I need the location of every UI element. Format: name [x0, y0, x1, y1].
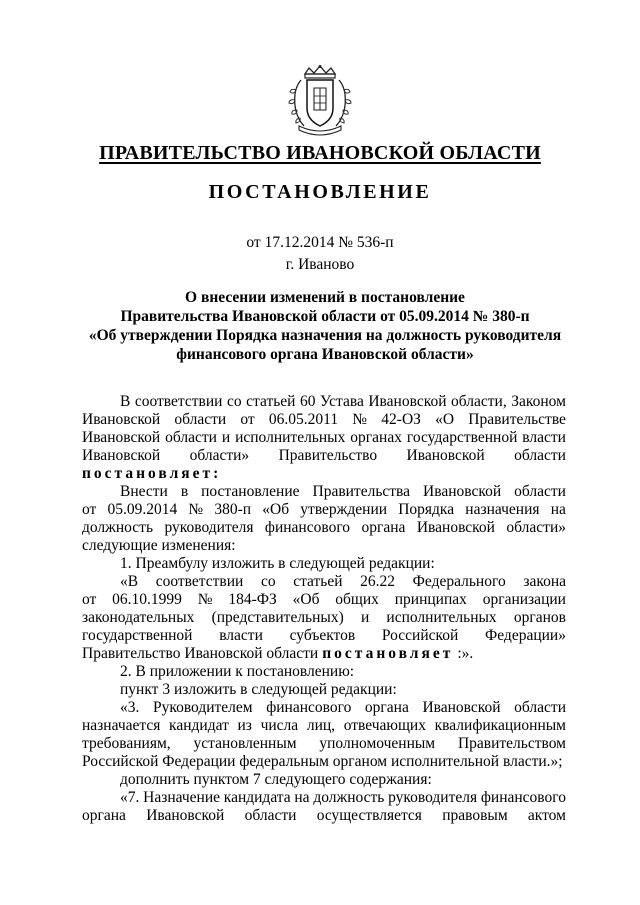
- body-word: закона: [523, 573, 566, 590]
- body-word: «Об: [262, 501, 290, 518]
- body-word: Ивановской: [406, 447, 485, 464]
- body-segment: Российской Федерации федеральным органом исполнительной власти.»;: [82, 753, 563, 770]
- body-word: «7.: [120, 789, 140, 806]
- body-line: [82, 645, 566, 663]
- body-word: 06.05.2011: [268, 411, 339, 428]
- body-word: принципах: [394, 591, 467, 608]
- body-word: 380-п: [214, 501, 252, 518]
- subject-line: О внесении изменений в постановление: [185, 289, 465, 306]
- body-line: [82, 393, 566, 411]
- body-word: Правительстве: [468, 411, 566, 428]
- body-word: финансового: [264, 519, 351, 536]
- body-word: Правительством: [457, 735, 566, 752]
- body-word: организации: [482, 591, 566, 608]
- body-word: назначается: [82, 717, 161, 734]
- body-word: 184-ФЗ: [228, 591, 277, 608]
- body-line: [82, 735, 566, 753]
- body-word: власти: [219, 627, 263, 644]
- body-word: соответствии: [155, 573, 244, 590]
- body-line: [82, 465, 566, 483]
- body-word: законодательных: [82, 609, 195, 626]
- body-word: Порядка: [398, 501, 455, 518]
- body-line: [82, 483, 566, 501]
- body-word: установленным: [193, 735, 297, 752]
- body-word: 05.09.2014: [107, 501, 178, 518]
- body-word: должность: [82, 519, 154, 536]
- resolves-keyword: постановляет:: [82, 465, 222, 482]
- body-line: [82, 573, 566, 591]
- body-word: исполнительных: [235, 429, 346, 446]
- body-word: из: [237, 717, 252, 734]
- body-word: 60: [299, 393, 316, 410]
- body-line: [82, 411, 566, 429]
- body-line: [82, 699, 566, 717]
- body-word: Ивановской: [82, 429, 161, 446]
- body-word: от: [82, 591, 97, 608]
- body-line: [82, 447, 566, 465]
- body-line: [82, 609, 566, 627]
- body-word: власти: [522, 429, 566, 446]
- body-word: уполномоченным: [319, 735, 436, 752]
- body-word: Федерального: [412, 573, 506, 590]
- body-word: Ивановской: [416, 519, 495, 536]
- body-word: Ивановской: [82, 411, 161, 428]
- decree-city: г. Иваново: [285, 256, 355, 273]
- body-word: №: [188, 501, 204, 518]
- body-word: «3.: [120, 699, 140, 716]
- body-line: [82, 663, 566, 681]
- subject-line: финансового органа Ивановской области»: [176, 346, 474, 363]
- body-word: статьей: [293, 573, 343, 590]
- subject-line: Правительства Ивановской области от 05.09.2014 № 380-п: [120, 308, 530, 325]
- body-word: общих: [335, 591, 379, 608]
- body-line: [82, 771, 566, 789]
- body-word: руководителя: [164, 519, 254, 536]
- body-word: руководителя: [388, 789, 478, 806]
- body-word: статьей: [246, 393, 296, 410]
- body-word: 06.10.1999: [112, 591, 182, 608]
- body-word: Внести: [120, 483, 168, 500]
- government-title: ПРАВИТЕЛЬСТВО ИВАНОВСКОЙ ОБЛАСТИ: [99, 142, 541, 164]
- body-word: «В: [120, 573, 139, 590]
- body-word: соответствии: [134, 393, 223, 410]
- decree-date-number: от 17.12.2014 № 536-п: [246, 234, 394, 251]
- body-word: Ивановской: [146, 807, 225, 824]
- body-word: Ивановской: [368, 393, 447, 410]
- body-word: Российской: [381, 627, 459, 644]
- body-line: [82, 555, 566, 573]
- body-segment: 2. В приложении к постановлению:: [120, 663, 355, 680]
- body-word: Устава: [320, 393, 364, 410]
- body-word: области»: [506, 519, 566, 536]
- document-type: ПОСТАНОВЛЕНИЕ: [208, 181, 432, 203]
- body-word: органа: [82, 807, 126, 824]
- body-segment: следующие изменения:: [82, 537, 236, 554]
- body-word: от: [82, 501, 97, 518]
- body-word: области»: [189, 447, 250, 464]
- body-word: Ивановской: [82, 447, 161, 464]
- decree-body: [82, 393, 566, 825]
- body-line: [82, 789, 566, 807]
- body-word: №: [352, 411, 368, 428]
- body-line: [82, 429, 566, 447]
- body-word: со: [226, 393, 242, 410]
- body-word: Руководителем: [152, 699, 253, 716]
- body-word: органах: [350, 429, 402, 446]
- body-word: правовым: [442, 807, 508, 824]
- body-word: органов: [513, 609, 566, 626]
- body-line: [82, 627, 566, 645]
- body-word: Правительства: [312, 483, 411, 500]
- body-segment: Правительство Ивановской области: [82, 645, 319, 662]
- body-word: и: [360, 609, 370, 626]
- body-line: [82, 681, 566, 699]
- body-word: «Об: [292, 591, 320, 608]
- body-word: области,: [451, 393, 507, 410]
- body-word: Законом: [511, 393, 566, 410]
- body-line: [82, 591, 566, 609]
- body-word: области: [514, 447, 566, 464]
- body-segment: :».: [457, 645, 474, 662]
- body-word: назначения: [465, 501, 540, 518]
- body-segment: дополнить пунктом 7 следующего содержания:: [120, 771, 432, 788]
- body-word: утверждении: [300, 501, 388, 518]
- body-line: [82, 717, 566, 735]
- body-word: и: [221, 429, 231, 446]
- body-word: органа: [361, 519, 406, 536]
- body-line: [82, 537, 566, 555]
- body-word: осуществляется: [316, 807, 422, 824]
- body-word: кандидата: [223, 789, 291, 806]
- body-segment: 1. Преамбулу изложить в следующей редакции:: [120, 555, 435, 572]
- body-word: Федерации»: [485, 627, 566, 644]
- body-word: на: [550, 501, 566, 518]
- body-word: квалификационным: [434, 717, 566, 734]
- coat-of-arms-emblem: [287, 64, 353, 136]
- body-word: области: [165, 429, 217, 446]
- body-word: со: [260, 573, 276, 590]
- body-word: от: [240, 411, 255, 428]
- body-segment: пункт 3 изложить в следующей редакции:: [120, 681, 397, 698]
- body-word: области: [174, 411, 227, 428]
- body-word: на: [294, 789, 310, 806]
- body-word: требованиям,: [82, 735, 171, 752]
- body-word: государственной: [406, 429, 518, 446]
- body-word: области: [514, 699, 566, 716]
- body-word: актом: [527, 807, 566, 824]
- body-word: области: [244, 807, 297, 824]
- body-word: 42-ОЗ: [381, 411, 421, 428]
- body-word: Ивановской: [422, 699, 501, 716]
- body-word: Правительство: [278, 447, 378, 464]
- body-word: В: [120, 393, 131, 410]
- body-word: «О: [435, 411, 455, 428]
- body-word: постановление: [201, 483, 300, 500]
- body-word: органа: [364, 699, 409, 716]
- body-word: области: [514, 483, 566, 500]
- body-word: Назначение: [143, 789, 221, 806]
- body-word: №: [197, 591, 213, 608]
- body-word: государственной: [82, 627, 193, 644]
- body-word: 26.22: [360, 573, 396, 590]
- body-word: кандидат: [169, 717, 229, 734]
- body-word: субъектов: [289, 627, 356, 644]
- body-word: в: [180, 483, 189, 500]
- body-line: [82, 501, 566, 519]
- body-word: отвечающих: [343, 717, 426, 734]
- subject-line: «Об утверждении Порядка назначения на должность руководителя: [88, 327, 562, 344]
- body-word: должность: [313, 789, 385, 806]
- body-word: Ивановской: [423, 483, 502, 500]
- body-line: [82, 807, 566, 825]
- body-word: лиц,: [306, 717, 336, 734]
- body-word: числа: [260, 717, 299, 734]
- body-word: исполнительных: [386, 609, 497, 626]
- body-line: [82, 519, 566, 537]
- body-word: (представительных): [211, 609, 344, 626]
- body-line: [82, 753, 566, 771]
- decree-subject: [80, 288, 570, 364]
- body-word: финансового: [480, 789, 566, 806]
- body-word: финансового: [266, 699, 352, 716]
- resolves-keyword: постановляет: [322, 645, 454, 662]
